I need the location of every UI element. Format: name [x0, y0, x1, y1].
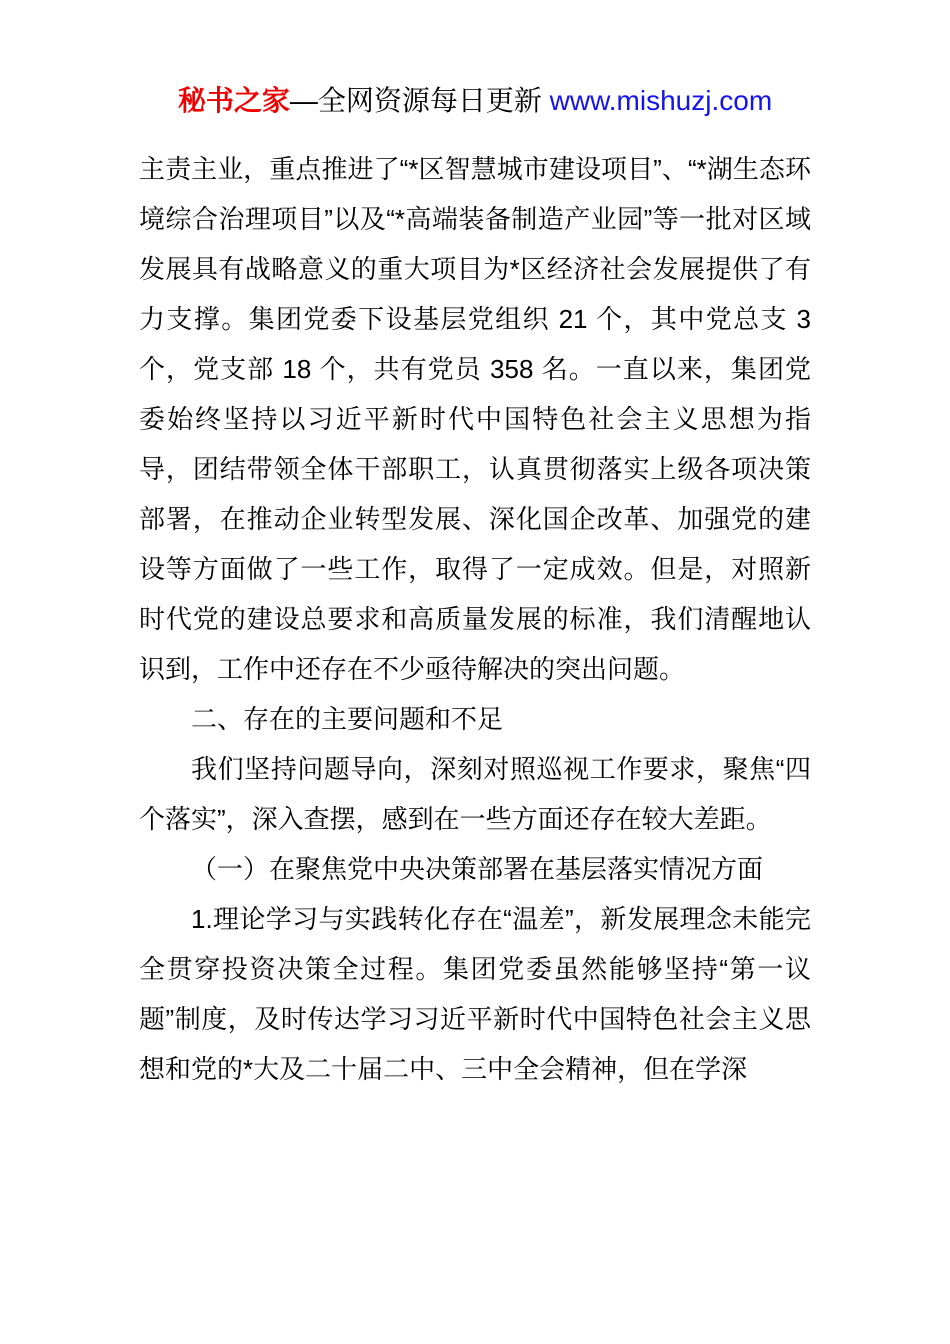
paragraph-continuation: 主责主业，重点推进了“*区智慧城市建设项目”、“*湖生态环境综合治理项目”以及“*高端装备制造产业园”等一批对区域发展具有战略意义的重大项目为*区经济社会发展提供了有力支撑。集团党委下设基层党组织 21 个，其中党总支 3 个，党支部 18 个，共有党员 358 名。一直以来，集团党委始终坚持以习近平新时代中国特色社会主义思想为指导，团结带领全体干部职工，认真贯彻落实上级各项决策部署，在推动企业转型发展、深化国企改革、加强党的建设等方面做了一些工作，取得了一定成效。但是，对照新时代党的建设总要求和高质量发展的标准，我们清醒地认识到，工作中还存在不少亟待解决的突出问题。 — [139, 154, 811, 684]
site-brand: 秘书之家 — [177, 85, 290, 116]
document-body — [139, 144, 811, 1094]
section-heading-2: 二、存在的主要问题和不足 — [191, 704, 504, 734]
paragraph-problem-overview: 我们坚持问题导向，深刻对照巡视工作要求，聚焦“四个落实”，深入查摆，感到在一些方面还存在较大差距。 — [139, 754, 811, 834]
site-tagline: —全网资源每日更新 — [289, 85, 550, 116]
paragraph-point-1: 1.理论学习与实践转化存在“温差”，新发展理念未能完全贯穿投资决策全过程。集团党委虽然能够坚持“第一议题”制度，及时传达学习习近平新时代中国特色社会主义思想和党的*大及二十届二中、三中全会精神，但在学深 — [139, 904, 811, 1084]
site-header — [0, 0, 950, 118]
site-url-link[interactable]: www.mishuzj.com — [549, 85, 773, 116]
subsection-heading-1: （一）在聚焦党中央决策部署在基层落实情况方面 — [191, 854, 764, 884]
